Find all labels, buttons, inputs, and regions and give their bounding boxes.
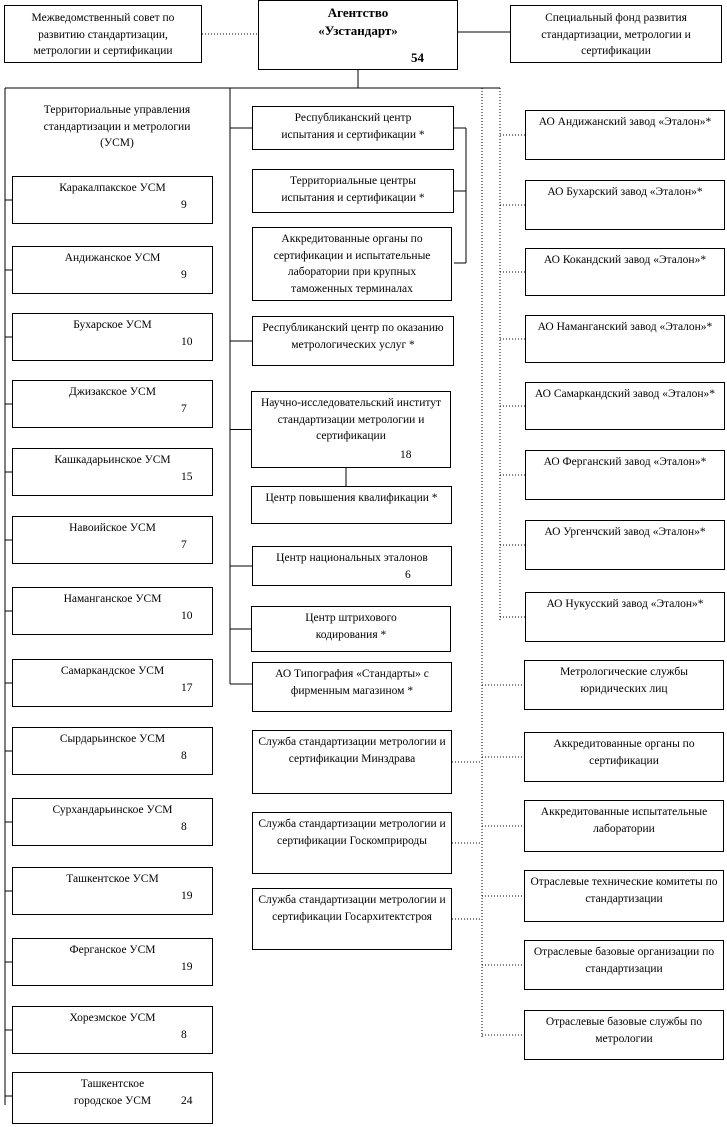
etalon-plant-box [525,248,725,296]
usm-box [12,246,213,294]
usm-box-label: Сурхандарьинское УСМ [52,804,173,816]
usm-box-label: Бухарское УСМ [73,319,152,331]
center-box-label: Центр национальных эталонов [276,552,428,564]
usm-box-label: Ферганское УСМ [69,944,156,956]
fund-box [510,5,722,63]
center-box-count: 18 [400,449,412,461]
center-box-label: Аккредитованные органы по сертификации и испытательные лаборатории при крупных таможенных терминалах [273,233,431,296]
center-box-label: Республиканский центр испытания и сертификации * [281,112,425,141]
center-box-label: Научно-исследовательский институт стандартизации метрологии и сертификации [260,397,442,443]
usm-box-count: 8 [181,750,187,762]
etalon-plant-box-label: АО Андижанский завод «Эталон»* [538,116,712,128]
external-org-box [524,732,724,782]
etalon-plant-box [525,520,725,570]
usm-box [12,448,213,496]
etalon-plant-box-label: АО Кокандский завод «Эталон»* [543,254,707,266]
usm-box [12,867,213,915]
usm-box-count: 7 [181,403,187,415]
center-box-label: Служба стандартизации метрологии и сертификации Госархитектстроя [258,894,446,923]
external-org-box-label: Отраслевые базовые организации по стандартизации [533,946,715,975]
center-box [251,606,451,652]
fund-label: Специальный фонд развития стандартизации, метрологии и сертификации [541,12,691,58]
center-box [251,391,451,468]
usm-box [12,1072,213,1124]
usm-box [12,727,213,775]
center-box-label: Центр штрихового кодирования * [305,612,397,641]
etalon-plant-box [525,382,725,430]
usm-box-count: 9 [181,269,187,281]
usm-box-count: 19 [181,890,193,902]
usm-box-label: Сырдарьинское УСМ [59,733,166,745]
external-org-box [524,1010,724,1060]
usm-box-count: 9 [181,199,187,211]
external-org-box-label: Аккредитованные органы по сертификации [553,738,695,767]
center-box [252,169,454,213]
etalon-plant-box [525,450,725,500]
usm-box [12,176,213,224]
usm-box-label: Навоийское УСМ [69,522,156,534]
etalon-plant-box [525,315,725,363]
external-org-box [524,800,724,852]
external-org-box-label: Аккредитованные испытательные лаборатории [540,806,708,835]
usm-box-count: 8 [181,821,187,833]
usm-box-count: 10 [181,610,193,622]
etalon-plant-box-label: АО Наманганский завод «Эталон»* [537,321,713,333]
center-box [252,227,452,301]
external-org-box [524,940,724,990]
center-box-label: Служба стандартизации метрологии и сертификации Госкомприроды [258,818,446,847]
usm-box [12,313,213,361]
external-org-box-label: Метрологические службы юридических лиц [560,666,688,695]
center-box [252,812,452,874]
usm-box [12,1006,213,1054]
usm-box-count: 15 [181,471,193,483]
external-org-box-label: Отраслевые базовые службы по метрологии [545,1016,703,1045]
usm-box-label: Ташкентское УСМ [66,873,159,885]
usm-box-label: Хорезмское УСМ [69,1012,156,1024]
usm-box-count: 7 [181,539,187,551]
usm-box-label: Кашкадарьинское УСМ [54,454,171,466]
usm-box-label: Ташкентское городское УСМ [73,1078,152,1107]
etalon-plant-box [525,180,725,230]
usm-box-count: 17 [181,682,193,694]
center-box [252,546,452,586]
usm-box [12,938,213,986]
etalon-plant-box [525,110,725,160]
center-box [252,316,454,366]
center-box [252,888,452,950]
etalon-plant-box [525,592,725,642]
external-org-box-label: Отраслевые технические комитеты по стандартизации [530,876,718,905]
usm-box [12,380,213,428]
usm-box-count: 24 [181,1095,193,1107]
usm-box-count: 10 [181,336,193,348]
council-box [4,5,202,63]
usm-box-label: Наманганское УСМ [63,593,162,605]
agency-title: Агентство «Узстандарт» [318,5,398,39]
etalon-plant-box-label: АО Ургенчский завод «Эталон»* [544,526,706,538]
usm-box-label: Андижанское УСМ [64,252,161,264]
center-box-label: Центр повышения квалификации * [265,492,438,504]
center-box-label: Республиканский центр по оказанию метрологических услуг * [262,322,444,351]
usm-box [12,516,213,564]
center-box-label: АО Типография «Стандарты» с фирменным магазином * [275,668,429,697]
usm-box-count: 19 [181,961,193,973]
center-box [251,486,452,524]
usm-box-label: Самаркандское УСМ [60,665,165,677]
center-box [252,106,454,150]
usm-box [12,798,213,846]
council-label: Межведомственный совет по развитию стандартизации, метрологии и сертификации [31,12,175,58]
usm-box [12,659,213,707]
etalon-plant-box-label: АО Бухарский завод «Эталон»* [547,186,703,198]
center-box-label: Служба стандартизации метрологии и сертификации Минздрава [258,736,446,765]
usm-box-label: Каракалпакское УСМ [59,182,166,194]
agency-box [258,0,458,70]
external-org-box [524,870,724,922]
center-box-count: 6 [405,569,411,581]
etalon-plant-box-label: АО Ферганский завод «Эталон»* [543,456,707,468]
agency-count: 54 [411,50,424,65]
left-heading: Территориальные управления стандартизации и метрологии (УСМ) [43,104,191,150]
usm-box [12,587,213,635]
center-box [252,730,452,794]
center-box [252,662,452,712]
usm-box-count: 8 [181,1029,187,1041]
external-org-box [524,660,724,710]
etalon-plant-box-label: АО Нукусский завод «Эталон»* [546,598,704,610]
center-box-label: Территориальные центры испытания и сертификации * [281,175,425,204]
usm-box-label: Джизакское УСМ [69,386,156,398]
etalon-plant-box-label: АО Самаркандский завод «Эталон»* [534,388,716,400]
